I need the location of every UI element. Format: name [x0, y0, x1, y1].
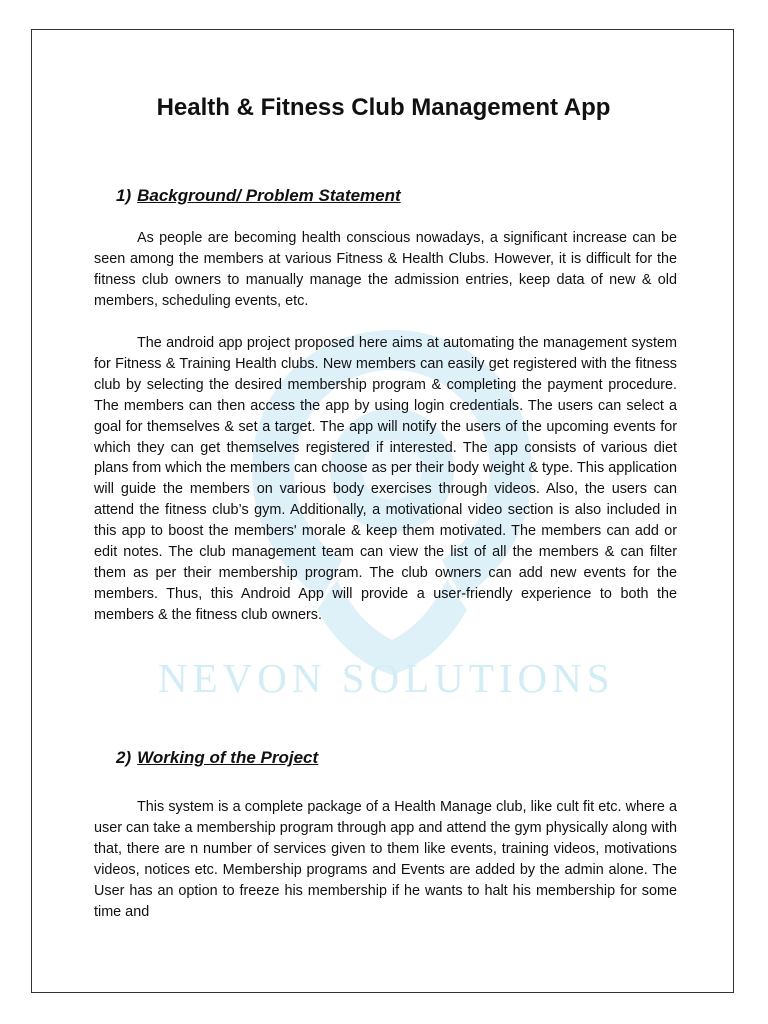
document-page: [31, 29, 734, 993]
section-number: 2): [116, 748, 132, 767]
document-title: Health & Fitness Club Management App: [156, 94, 611, 121]
paragraph-background-1: As people are becoming health conscious nowadays, a significant increase can be seen among the members at various Fitness & Health Clubs. However, it is difficult for the fitness club owners to manually manage the admission entries, keep data of new & old members, scheduling events, etc.: [94, 230, 677, 309]
section-heading-background: [116, 185, 401, 207]
section-title: Working of the Project: [137, 748, 319, 767]
section-title: Background/ Problem Statement: [137, 186, 401, 205]
section-heading-working: [116, 747, 318, 769]
watermark-text: NEVON SOLUTIONS: [158, 655, 615, 701]
paragraph-background-2: The android app project proposed here aims at automating the management system for Fitness & Training Health clubs. New members can easily get registered with the fitness club by selecting the desired membership program & completing the payment procedure. The members can then access the app by using login credentials. The users can select a goal for themselves & set a target. The app will notify the users of the upcoming events for which they can get themselves registered if interested. The app consists of various diet plans from which the members can choose as per their body weight & type. This application will guide the members on various body exercises through videos. Also, the users can attend the fitness club’s gym. Additionally, a motivational video section is also included in this app to boost the members' morale & keep them motivated. The members can add or edit notes. The club management team can view the list of all the members & can filter them as per their membership program. The club owners can add new events for the members. Thus, this Android App will provide a user-friendly experience to both the members & the fitness club owners.: [94, 335, 677, 623]
paragraph-working-1: This system is a complete package of a Health Manage club, like cult fit etc. where a user can take a membership program through app and attend the gym physically along with that, there are n number of services given to them like events, training videos, motivations videos, notices etc. Membership programs and Events are added by the admin alone. The User has an option to freeze his membership if he wants to halt his membership for some time and: [94, 799, 677, 920]
section-number: 1): [116, 186, 132, 205]
